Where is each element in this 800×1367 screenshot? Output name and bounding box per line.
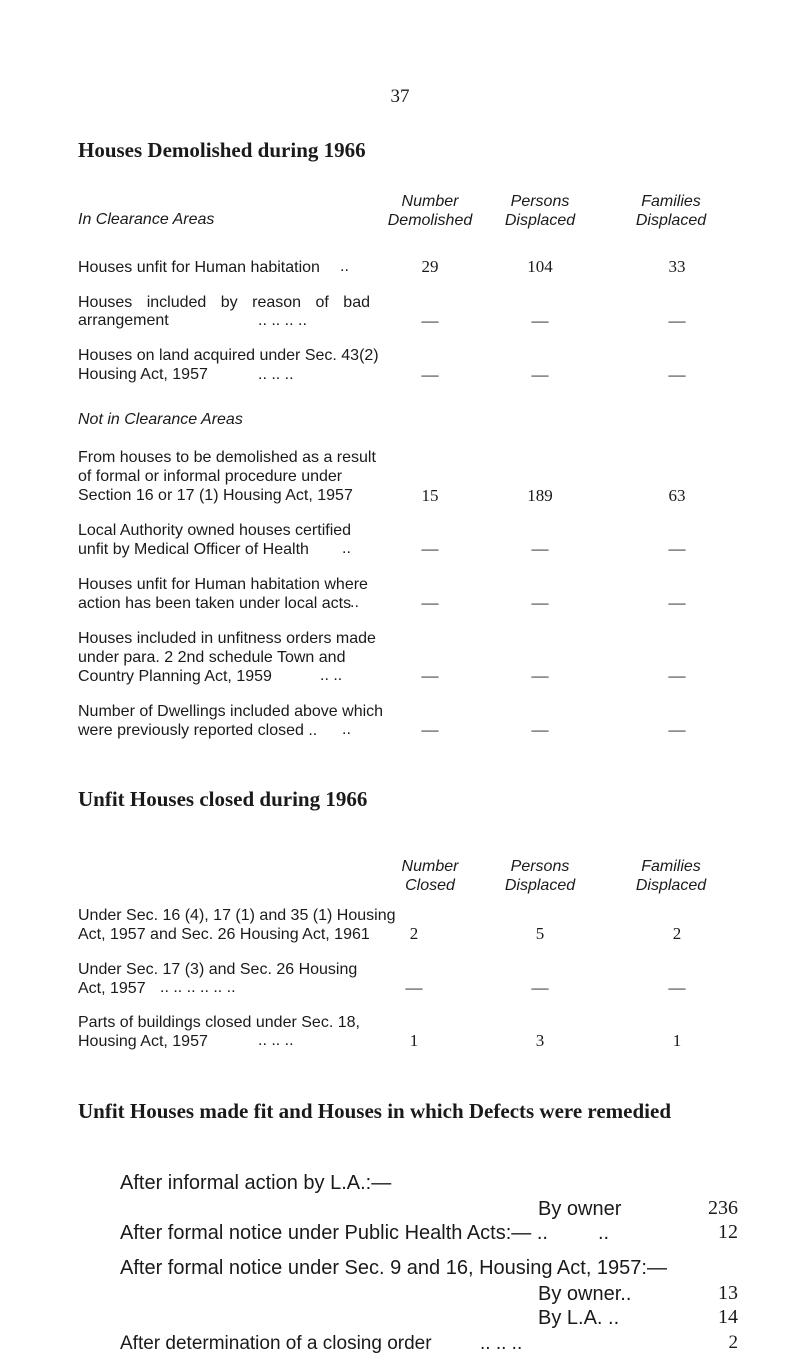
label-line: Parts of buildings closed under Sec. 18,	[78, 1014, 360, 1031]
col-header-persons	[490, 192, 590, 230]
table-row-label: Houses included by reason of bad	[78, 294, 370, 311]
label-line: were previously reported closed ..	[78, 722, 318, 739]
table-cell: 5	[535, 924, 545, 943]
table-cell: —	[421, 365, 439, 384]
col-header-line2: Displaced	[635, 212, 707, 229]
label-line: unfit by Medical Officer of Health	[78, 541, 309, 558]
col-header-line1: Families	[641, 858, 701, 875]
leader-dots: ..	[342, 721, 351, 738]
table-cell: 15	[421, 486, 439, 505]
leader-dots: ..	[342, 540, 351, 557]
label-line: Local Authority owned houses certified	[78, 522, 352, 539]
col-header-line2: Demolished	[387, 212, 473, 229]
closing-order-label: After determination of a closing order	[120, 1333, 432, 1354]
col-header-line2: Displaced	[504, 212, 576, 229]
table-cell: 1	[409, 1031, 419, 1050]
label-line: Country Planning Act, 1959	[78, 668, 272, 685]
table-cell: —	[405, 978, 423, 997]
leader-dots: .. .. .. .. .. ..	[160, 979, 236, 996]
section2-title: Unfit Houses closed during 1966	[78, 787, 368, 811]
table-cell: 3	[535, 1031, 545, 1050]
sec9-by-owner-value: 13	[718, 1282, 738, 1304]
formal-public-health-value: 12	[718, 1221, 738, 1243]
col-header-persons	[490, 857, 590, 895]
col-header-families	[616, 857, 726, 895]
col-header-line1: Families	[641, 193, 701, 210]
table-cell: —	[531, 365, 549, 384]
table-cell: —	[421, 593, 439, 612]
col-header-line1: Persons	[510, 858, 570, 875]
table-cell: 29	[421, 257, 439, 276]
label-line: From houses to be demolished as a result	[78, 449, 376, 466]
col-header-line2: Closed	[405, 877, 455, 894]
clearance-areas-label: In Clearance Areas	[78, 211, 215, 228]
label-line: Number of Dwellings included above which	[78, 703, 384, 720]
table-row-label: Houses on land acquired under Sec. 43(2)	[78, 347, 379, 364]
sec9-by-la-value: 14	[718, 1306, 738, 1328]
table-cell: —	[531, 311, 549, 330]
closing-order-value: 2	[728, 1332, 738, 1353]
col-header-line2: Displaced	[635, 877, 707, 894]
table-row-label	[78, 702, 383, 740]
section1-title: Houses Demolished during 1966	[78, 138, 366, 162]
sec9-by-la-label: By L.A. ..	[538, 1307, 620, 1329]
table-cell: —	[531, 539, 549, 558]
col-header-line1: Number	[401, 193, 459, 210]
leader-dots: .. .. ..	[480, 1333, 523, 1354]
table-cell: 2	[409, 924, 419, 943]
leader-dots: .. .. ..	[258, 366, 294, 383]
table-cell: —	[668, 311, 686, 330]
table-cell: —	[421, 539, 439, 558]
table-cell: —	[421, 311, 439, 330]
leader-dots: .. .. ..	[258, 1032, 294, 1049]
table-cell: —	[668, 539, 686, 558]
label-line: action has been taken under local acts	[78, 595, 352, 612]
table-cell: —	[668, 666, 686, 685]
col-header-demolished	[380, 192, 480, 230]
leader-dots: .. ..	[320, 667, 343, 684]
by-owner-label: By owner	[538, 1198, 622, 1220]
table-cell: —	[531, 593, 549, 612]
not-clearance-areas-label: Not in Clearance Areas	[78, 411, 243, 428]
label-line: under para. 2 2nd schedule Town and	[78, 649, 346, 666]
table-cell: 2	[672, 924, 682, 943]
table-cell: 33	[668, 257, 686, 276]
table-cell: 189	[527, 486, 553, 505]
label-line: Houses included in unfitness orders made	[78, 630, 376, 647]
table-cell: —	[531, 720, 549, 739]
table-row-label: Houses unfit for Human habitation	[78, 259, 320, 276]
table-row-label	[78, 448, 376, 505]
table-cell: —	[668, 720, 686, 739]
label-line: Housing Act, 1957	[78, 1033, 208, 1050]
table-row-label-cont: arrangement	[78, 312, 169, 329]
leader-dots: ..	[340, 258, 349, 275]
label-line: Under Sec. 17 (3) and Sec. 26 Housing	[78, 961, 358, 978]
table-cell: 104	[527, 257, 553, 276]
section3-title: Unfit Houses made fit and Houses in which Defects were remedied	[78, 1099, 672, 1123]
table-row-label-cont: Housing Act, 1957	[78, 366, 208, 383]
col-header-line2: Displaced	[504, 877, 576, 894]
leader-dots: .. .. .. ..	[258, 312, 307, 329]
table-cell: —	[668, 978, 686, 997]
col-header-families	[616, 192, 726, 230]
col-header-line1: Persons	[510, 193, 570, 210]
table-row-label	[78, 575, 368, 613]
sec9-by-owner-label: By owner..	[538, 1283, 632, 1305]
label-line: Act, 1957	[78, 980, 146, 997]
table-row-label	[78, 906, 396, 944]
table-cell: 1	[672, 1031, 682, 1050]
formal-sec9-label: After formal notice under Sec. 9 and 16, Housing Act, 1957:—	[120, 1257, 667, 1279]
table-row-label	[78, 1013, 360, 1051]
informal-action-label: After informal action by L.A.:—	[120, 1172, 392, 1194]
col-header-closed	[380, 857, 480, 895]
label-line: of formal or informal procedure under	[78, 468, 343, 485]
col-header-line1: Number	[401, 858, 459, 875]
by-owner-value: 236	[708, 1197, 738, 1219]
table-cell: 63	[668, 486, 686, 505]
table-cell: —	[668, 365, 686, 384]
leader-dots: ..	[598, 1222, 610, 1244]
formal-public-health-label: After formal notice under Public Health Acts:— ..	[120, 1222, 548, 1244]
label-line: Under Sec. 16 (4), 17 (1) and 35 (1) Housing	[78, 907, 396, 924]
table-cell: —	[668, 593, 686, 612]
table-cell: —	[531, 666, 549, 685]
table-cell: —	[421, 666, 439, 685]
label-line: Section 16 or 17 (1) Housing Act, 1957	[78, 487, 353, 504]
label-line: Houses unfit for Human habitation where	[78, 576, 368, 593]
table-cell: —	[421, 720, 439, 739]
table-row-label	[78, 521, 351, 559]
table-cell: —	[531, 978, 549, 997]
label-line: Act, 1957 and Sec. 26 Housing Act, 1961	[78, 926, 370, 943]
leader-dots: ..	[350, 594, 359, 611]
page-number: 37	[390, 86, 410, 107]
